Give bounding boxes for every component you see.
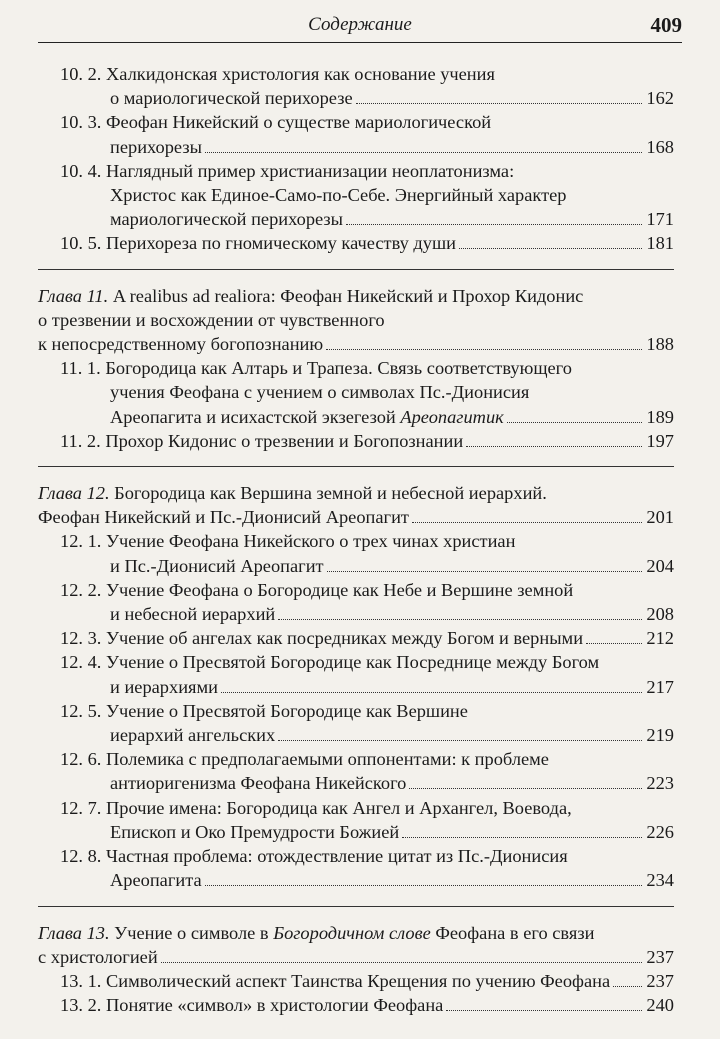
toc-entry-last-line (60, 405, 674, 429)
dot-leader (402, 837, 642, 838)
toc-entry-text: к непосредственному богопознанию (38, 334, 324, 355)
dot-leader (507, 422, 643, 423)
toc-entry-text: Частная проблема: отождествление цитат из Пс.-Дионисия (106, 846, 568, 867)
chapter-label: Глава 13. (38, 922, 110, 943)
toc-section-entry (60, 529, 674, 577)
toc-page-number: 188 (646, 334, 674, 355)
toc-entry-last-line (60, 771, 674, 795)
toc-chapter-entry (38, 284, 674, 357)
toc-entry-text: Феофан Никейский и Пс.-Дионисий Ареопагит (38, 507, 409, 528)
toc-entry-last-text-wrap (110, 86, 353, 110)
toc-entry-text: Наглядный пример христианизации неоплатонизма: (106, 160, 515, 181)
toc-page-number: 197 (646, 430, 674, 451)
toc-entry-line (60, 356, 674, 380)
toc-entry-text: о мариологической перихорезе (110, 88, 353, 109)
section-number: 12. 8. (60, 846, 102, 867)
toc-page-number: 240 (646, 995, 674, 1016)
toc-entry-last-text-wrap (38, 945, 158, 969)
toc-entry-line (60, 183, 674, 207)
toc-entry-line (60, 578, 674, 602)
toc-entry-last-line (38, 332, 674, 356)
dot-leader (205, 152, 642, 153)
toc-page-number: 234 (646, 870, 674, 891)
toc-section-entry (60, 747, 674, 795)
toc-entry-text: мариологической перихорезы (110, 209, 344, 230)
toc-page-number: 189 (646, 406, 674, 427)
toc-entry-last-text-wrap (110, 675, 218, 699)
toc-page-number: 237 (646, 946, 674, 967)
toc-page-number: 162 (646, 88, 674, 109)
toc-entry-last-text-wrap (110, 405, 504, 429)
dot-leader (459, 248, 642, 249)
toc-entry-text: Перихореза по гномическому качеству души (106, 233, 456, 254)
table-of-contents (38, 62, 674, 1017)
toc-entry-line (60, 796, 674, 820)
toc-page-number: 217 (646, 676, 674, 697)
toc-entry-last-line (60, 231, 674, 255)
toc-entry-text: Феофана в его связи (430, 922, 595, 943)
toc-entry-last-text-wrap (110, 771, 406, 795)
toc-entry-text: о трезвении и восхождении от чувственного (38, 309, 385, 330)
toc-entry-line (60, 529, 674, 553)
toc-entry-last-text-wrap (110, 602, 275, 626)
toc-entry-text: Учение Феофана о Богородице как Небе и Вершине земной (106, 579, 574, 600)
chapter-separator-line (38, 466, 674, 467)
chapter-separator-line (38, 906, 674, 907)
toc-entry-text: Прохор Кидонис о трезвении и Богопознании (105, 430, 464, 451)
toc-entry-line (38, 308, 674, 332)
toc-entry-last-line (60, 723, 674, 747)
toc-entry-text: Феофан Никейский о существе мариологической (106, 112, 492, 133)
toc-entry-last-text-wrap (110, 207, 343, 231)
toc-entry-last-line (60, 207, 674, 231)
toc-entry-last-line (60, 820, 674, 844)
toc-entry-last-text-wrap (60, 626, 583, 650)
toc-entry-last-line (60, 626, 674, 650)
toc-page-number: 219 (646, 725, 674, 746)
toc-entry-text: Богородица как Алтарь и Трапеза. Связь соответствующего (105, 358, 572, 379)
toc-entry-text: и Пс.-Дионисий Ареопагит (110, 555, 324, 576)
dot-leader (205, 885, 643, 886)
toc-entry-text: иерархий ангельских (110, 725, 276, 746)
toc-entry-text: с христологией (38, 946, 158, 967)
toc-entry-last-text-wrap (60, 231, 456, 255)
toc-entry-line (60, 699, 674, 723)
toc-entry-text: Богородица как Вершина земной и небесной иерархий. (114, 483, 547, 504)
toc-entry-text: Ареопагита и исихастской экзегезой (110, 406, 396, 427)
toc-page-number: 223 (646, 773, 674, 794)
toc-entry-last-text-wrap (110, 554, 324, 578)
dot-leader (161, 962, 643, 963)
section-number: 13. 2. (60, 995, 102, 1016)
toc-page-number: 171 (646, 209, 674, 230)
toc-entry-line (60, 650, 674, 674)
toc-entry-text: Христос как Единое-Само-по-Себе. Энергийный характер (110, 185, 567, 206)
section-number: 13. 1. (60, 970, 102, 991)
dot-leader (409, 788, 642, 789)
toc-entry-text: Учение Феофана Никейского о трех чинах христиан (106, 531, 516, 552)
dot-leader (221, 692, 642, 693)
dot-leader (466, 446, 642, 447)
section-number: 10. 4. (60, 160, 102, 181)
section-number: 12. 4. (60, 652, 102, 673)
toc-section-entry (60, 62, 674, 110)
toc-entry-last-line (60, 135, 674, 159)
toc-entry-text: Прочие имена: Богородица как Ангел и Архангел, Воевода, (106, 797, 572, 818)
toc-entry-text: и иерархиями (110, 676, 218, 697)
toc-section-entry (60, 844, 674, 892)
toc-page-number: 204 (646, 555, 674, 576)
toc-entry-line (60, 62, 674, 86)
running-header (38, 8, 682, 43)
dot-leader (446, 1010, 642, 1011)
toc-entry-last-text-wrap (110, 820, 399, 844)
section-number: 12. 1. (60, 531, 102, 552)
dot-leader (412, 522, 642, 523)
section-number: 11. 2. (60, 430, 101, 451)
dot-leader (346, 224, 642, 225)
toc-entry-line (60, 380, 674, 404)
toc-section-entry (60, 231, 674, 255)
toc-entry-text: A realibus ad realiora: Феофан Никейский и Прохор Кидонис (112, 285, 584, 306)
toc-entry-last-line (38, 945, 674, 969)
toc-entry-line (38, 921, 674, 945)
toc-entry-last-line (60, 429, 674, 453)
toc-entry-last-line (38, 505, 674, 529)
dot-leader (278, 619, 642, 620)
toc-entry-text: Учение о Пресвятой Богородице как Посреднице между Богом (106, 652, 600, 673)
toc-entry-italic-title: Богородичном слове (273, 922, 431, 943)
toc-entry-last-line (60, 675, 674, 699)
toc-entry-text: Учение о Пресвятой Богородице как Вершине (106, 700, 468, 721)
toc-entry-text: Ареопагита (110, 870, 202, 891)
dot-leader (326, 349, 642, 350)
toc-section-entry (60, 796, 674, 844)
dot-leader (613, 986, 642, 987)
section-number: 10. 2. (60, 64, 102, 84)
toc-entry-text: Учение об ангелах как посредниках между Богом и верными (106, 628, 584, 649)
dot-leader (586, 643, 642, 644)
section-number: 10. 3. (60, 112, 102, 133)
section-number: 11. 1. (60, 358, 101, 379)
toc-entry-last-line (60, 993, 674, 1017)
toc-chapter-entry (38, 921, 674, 969)
toc-entry-last-line (60, 86, 674, 110)
toc-entry-last-line (60, 868, 674, 892)
section-number: 12. 5. (60, 700, 102, 721)
toc-section-entry (60, 969, 674, 993)
toc-entry-last-text-wrap (60, 429, 463, 453)
toc-section-entry (60, 993, 674, 1017)
toc-section-entry (60, 578, 674, 626)
toc-section-entry (60, 356, 674, 429)
toc-entry-line (60, 747, 674, 771)
dot-leader (327, 571, 643, 572)
page-number: 409 (650, 13, 682, 37)
dot-leader (278, 740, 642, 741)
toc-page-number: 226 (646, 821, 674, 842)
toc-entry-text: Символический аспект Таинства Крещения по учению Феофана (106, 970, 611, 991)
toc-entry-last-text-wrap (38, 505, 409, 529)
toc-entry-italic-title: Ареопагитик (400, 406, 504, 427)
section-number: 10. 5. (60, 233, 102, 254)
toc-page-number: 208 (646, 604, 674, 625)
toc-entry-text: и небесной иерархий (110, 604, 276, 625)
toc-entry-text: учения Феофана с учением о символах Пс.-Дионисия (110, 382, 530, 403)
toc-section-entry (60, 110, 674, 158)
section-number: 12. 7. (60, 797, 102, 818)
section-number: 12. 6. (60, 749, 102, 770)
section-number: 12. 3. (60, 628, 102, 649)
toc-section-entry (60, 650, 674, 698)
toc-entry-text: Епископ и Око Премудрости Божией (110, 821, 400, 842)
dot-leader (356, 103, 643, 104)
toc-entry-line (38, 284, 674, 308)
toc-entry-line (38, 481, 674, 505)
toc-entry-last-line (60, 554, 674, 578)
chapter-label: Глава 11. (38, 285, 109, 306)
toc-entry-line (60, 844, 674, 868)
toc-entry-last-text-wrap (110, 135, 202, 159)
section-number: 12. 2. (60, 579, 102, 600)
toc-entry-last-line (60, 969, 674, 993)
toc-entry-last-text-wrap (110, 723, 275, 747)
toc-page-number: 237 (646, 970, 674, 991)
toc-page-number: 212 (646, 628, 674, 649)
toc-chapter-entry (38, 481, 674, 529)
toc-entry-line (60, 110, 674, 134)
chapter-separator-line (38, 269, 674, 270)
toc-page-number: 168 (646, 136, 674, 157)
toc-entry-text: Халкидонская христология как основание учения (106, 64, 495, 84)
chapter-label: Глава 12. (38, 483, 110, 504)
toc-entry-last-text-wrap (60, 993, 443, 1017)
page-title: Содержание (308, 14, 412, 35)
toc-entry-last-text-wrap (110, 868, 202, 892)
toc-entry-last-text-wrap (38, 332, 323, 356)
toc-page-number: 201 (646, 507, 674, 528)
toc-entry-line (60, 159, 674, 183)
toc-entry-text: перихорезы (110, 136, 202, 157)
toc-entry-text: Полемика с предполагаемыми оппонентами: к проблеме (106, 749, 549, 770)
toc-section-entry (60, 429, 674, 453)
toc-section-entry (60, 626, 674, 650)
toc-entry-text: Учение о символе в (114, 922, 274, 943)
toc-section-entry (60, 699, 674, 747)
toc-entry-last-text-wrap (60, 969, 610, 993)
toc-section-entry (60, 159, 674, 232)
toc-entry-text: антиоригенизма Феофана Никейского (110, 773, 407, 794)
toc-page-number: 181 (646, 233, 674, 254)
toc-entry-last-line (60, 602, 674, 626)
toc-entry-text: Понятие «символ» в христологии Феофана (106, 995, 444, 1016)
